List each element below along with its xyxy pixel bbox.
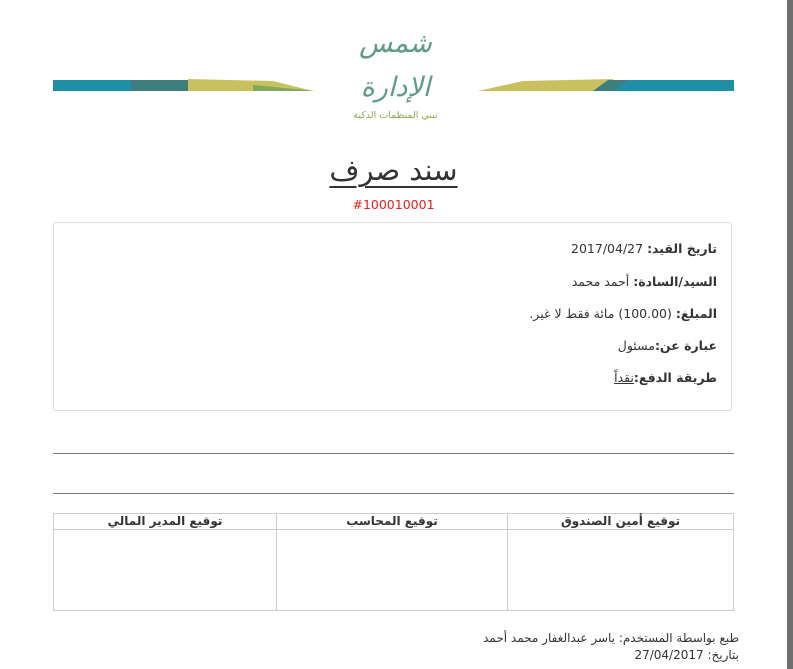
amount-label: المبلغ: [675, 306, 717, 321]
description-row [618, 337, 717, 355]
logo-text: شمس الإدارة [359, 28, 432, 103]
document-title: سند صرف [329, 153, 458, 187]
description-label: عبارة عن: [654, 338, 717, 353]
print-info [483, 630, 739, 664]
accountant-signature-header: توقيع المحاسب [277, 514, 508, 530]
divider-line-2 [53, 493, 734, 494]
amount-row [529, 305, 717, 323]
stripe-right-olive [478, 79, 613, 91]
stripe-right-teal [613, 80, 734, 91]
signatures-body-row [54, 530, 734, 611]
payment-method-row [614, 369, 717, 387]
logo-subtitle: تبني المنظمات الذكية [353, 110, 438, 121]
finance-manager-signature-box [54, 530, 277, 611]
page-edge [787, 0, 793, 669]
cashier-signature-header: توقيع أمين الصندوق [508, 514, 734, 530]
payee-label: السيد/السادة: [633, 274, 717, 289]
printed-by: طبع بواسطة المستخدم: ياسر عبدالغفار محمد أحمد [483, 631, 739, 645]
accountant-signature-box [277, 530, 508, 611]
payment-method-label: طريقة الدفع: [633, 370, 717, 385]
company-logo [338, 12, 453, 121]
description-value: مسئول [617, 338, 655, 353]
details-panel [53, 222, 732, 411]
signatures-table [53, 513, 734, 611]
entry-date-value: 2017/04/27 [571, 241, 644, 256]
finance-manager-signature-header: توقيع المدير المالي [54, 514, 277, 530]
payee-row [572, 273, 717, 291]
document-number: #100010001 [352, 197, 435, 212]
entry-date-label: تاريخ القيد: [647, 241, 717, 256]
print-date: بتاريخ: 27/04/2017 [634, 648, 739, 662]
divider-line-1 [53, 453, 734, 454]
cashier-signature-box [508, 530, 734, 611]
payee-value: أحمد محمد [571, 274, 630, 289]
payment-method-value: نقداً [614, 370, 634, 385]
entry-date-row [571, 240, 717, 258]
amount-value: (100.00) مائة فقط لا غير. [529, 306, 672, 321]
signatures-header-row [54, 514, 734, 530]
document-title-wrap [0, 150, 787, 190]
letterhead [53, 0, 734, 121]
